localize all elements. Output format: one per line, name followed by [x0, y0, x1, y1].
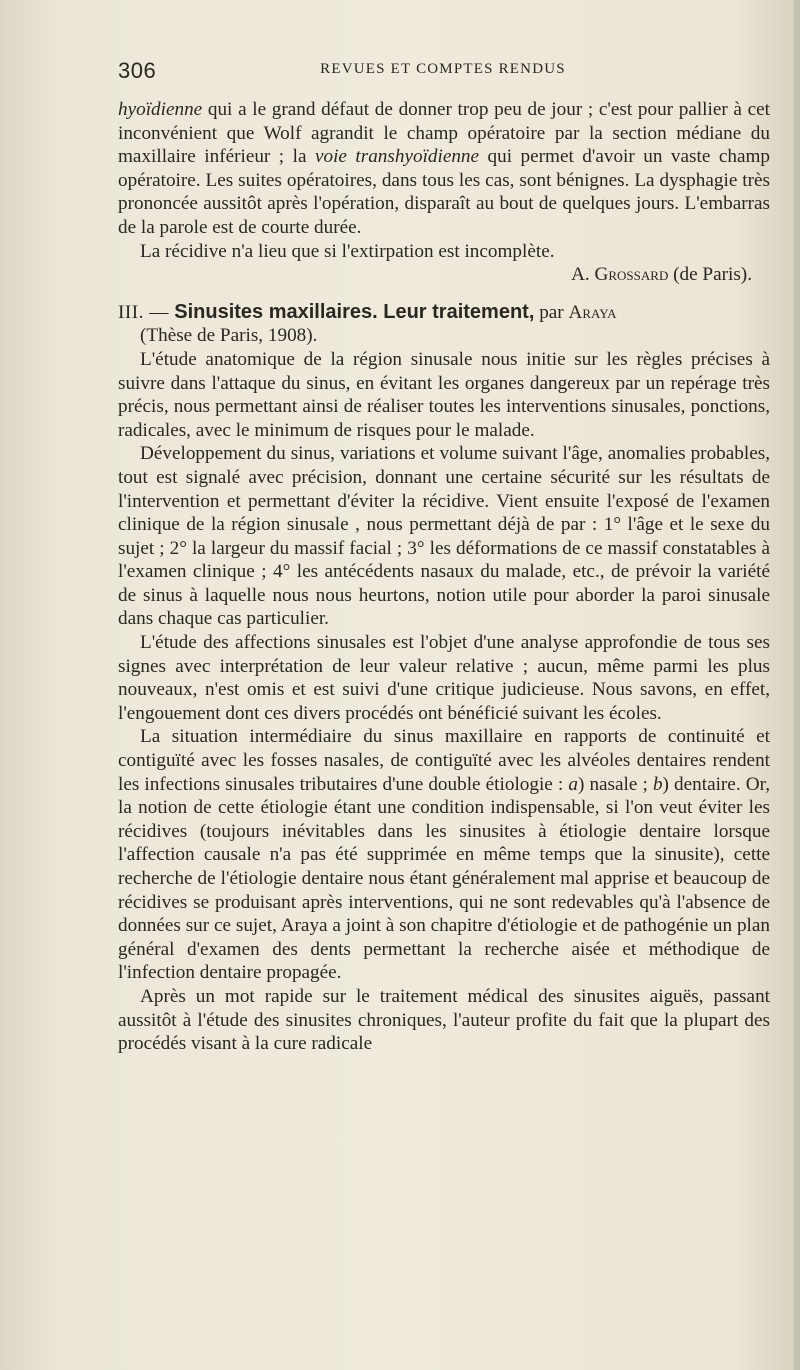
running-head: REVUES ET COMPTES RENDUS: [320, 61, 566, 77]
prev-article-paragraph: hyoïdienne qui a le grand défaut de donner trop peu de jour ; c'est pour pallier à cet inconvénient que Wolf agrandit le champ opératoire par la section médiane du maxillaire inférieur ; la voie transhyoïdienne qui permet d'avoir un vaste champ opératoire. Les suites opératoires, dans tous les cas, sont bénignes. La dysphagie très prononcée aussitôt après l'opération, disparaît au bout de quelques jours. L'embarras de la parole est de courte durée.: [118, 99, 770, 238]
section-author: Araya: [568, 301, 617, 323]
paragraph: Développement du sinus, variations et volume suivant l'âge, anomalies probables, tout est signalé avec précision, donnant une certaine sécurité sur les résultats de l'intervention et permettant d'éviter la récidive. Vient ensuite l'exposé de l'examen clinique de la région sinusale , nous permettant déjà de par : 1° l'âge et le sexe du sujet ; 2° la largeur du massif facial ; 3° les déformations de ce massif constatables à l'examen clinique ; 4° les antécédents nasaux du malade, etc., de prévoir la variété de sinus à laquelle nous nous heurtons, notion utile pour aborder la paroi sinusale dans chaque cas particulier.: [118, 443, 770, 630]
paragraph: L'étude des affections sinusales est l'objet d'une analyse approfondie de tous ses signes avec interprétation de leur valeur relative ; aucun, même parmi les plus nouveaux, n'est omis et est suivi d'une critique judicieuse. Nous savons, en effet, l'engouement dont ces divers procédés ont bénéficié suivant les écoles.: [118, 632, 770, 724]
section-title: Sinusites maxillaires. Leur traitement,: [174, 300, 535, 323]
page-number: 306: [118, 58, 157, 83]
paragraph: L'étude anatomique de la région sinusale nous initie sur les règles précises à suivre dans l'attaque du sinus, en évitant les organes dangereux par un repérage très précis, nous permettant ainsi de réaliser toutes les interventions sinusales, ponctions, radicales, avec le minimum de risques pour le malade.: [118, 348, 770, 441]
italic-term: hyoïdienne: [118, 99, 203, 120]
page-header: [118, 58, 768, 86]
page-edge: [794, 0, 800, 1370]
section-source: (Thèse de Paris, 1908).: [140, 325, 318, 347]
article-body: [118, 98, 770, 1056]
section-heading: III. — Sinusites maxillaires. Leur traitement, par Araya: [118, 300, 617, 323]
author-signature: A. Grossard (de Paris).: [571, 264, 752, 286]
paragraph: Après un mot rapide sur le traitement médical des sinusites aiguës, passant aussitôt à l'étude des sinusites chroniques, l'auteur profite du fait que la plupart des procédés visant à la cure radicale: [118, 985, 770, 1055]
paragraph: La situation intermédiaire du sinus maxillaire en rapports de continuité et contiguïté avec les fosses nasales, de contiguïté avec les alvéoles dentaires rendent les infections sinusales tributaires d'une double étiologie : a) nasale ; b) dentaire. Or, la notion de cette étiologie étant une condition indispensable, si l'on veut éviter les récidives (toujours inévitables dans les sinusites à étiologie dentaire lorsque l'affection causale n'a pas été supprimée en même temps que la sinusite), cette recherche de l'étiologie dentaire nous étant généralement mal apprise et beaucoup de récidives se produisant après interventions, qui ne sont redevables qu'à l'absence de données sur ce sujet, Araya a joint à son chapitre d'étiologie et de pathogénie un plan général d'examen des dents permettant la recherche aisée et méthodique de l'infection dentaire propagée.: [118, 726, 770, 984]
prev-article-paragraph: La récidive n'a lieu que si l'extirpation est incomplète.: [140, 240, 555, 262]
italic-term: voie transhyoïdienne: [314, 146, 480, 168]
